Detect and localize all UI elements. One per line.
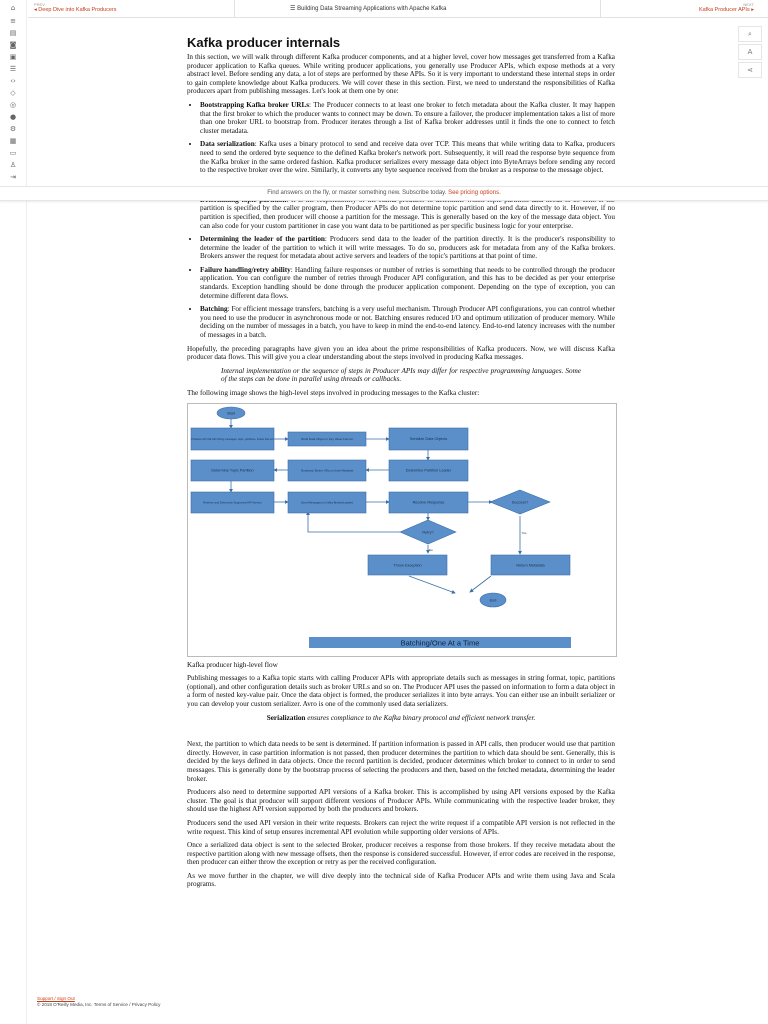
tag-icon[interactable]: ◇ — [10, 89, 16, 97]
person-icon[interactable]: ♙ — [9, 161, 17, 169]
pricing-link[interactable]: See pricing options. — [448, 190, 501, 196]
list-item — [200, 266, 615, 300]
image-icon[interactable]: ▭ — [9, 149, 17, 157]
box-label: Retrieve and Determine Supported API Version — [203, 500, 262, 505]
banner-text: Find answers on the fly, or master something new. Subscribe today. — [267, 190, 447, 196]
table-of-contents-icon: ☰ — [290, 6, 296, 12]
support-signout-links[interactable]: Support / Sign Out — [37, 996, 75, 1001]
box-label: Throw Exception — [393, 563, 422, 568]
list-item-term: Batching — [200, 305, 228, 314]
page-footer — [37, 996, 160, 1008]
box-label: 'Bootstrap' Broker URLs to fetch Metadata — [300, 468, 354, 473]
subscribe-banner — [0, 186, 768, 201]
copyright-text: © 2018 O'Reilly Media, Inc. Terms of Service / Privacy Policy — [37, 1002, 161, 1007]
flow-paragraph: Once a serialized data object is sent to the selected Broker, producer receives a response from those brokers. If they receive metadata about the respective partition along with new message offsets, then the response is considered successful. However, if error codes are received in the response, then producer can either throw the exception or retry as per the received configuration. — [187, 841, 615, 867]
search-icon[interactable]: ⌕ — [738, 26, 762, 42]
next-label: Kafka Producer APIs — [698, 7, 750, 13]
left-navigation-rail — [0, 0, 27, 1024]
end-label: End — [489, 598, 497, 603]
stack-icon[interactable]: ◙ — [9, 41, 17, 49]
user-icon[interactable]: ● — [9, 113, 17, 121]
list-item — [200, 235, 615, 261]
next-section-link[interactable] — [699, 2, 754, 13]
list-item-term: Determining the leader of the partition — [200, 235, 325, 244]
prev-label: Deep Dive into Kafka Producers — [38, 7, 117, 13]
next-arrow-icon: ▸ — [751, 7, 754, 13]
code-icon[interactable]: ‹› — [10, 77, 16, 85]
gift-icon[interactable]: ▦ — [9, 137, 17, 145]
settings-icon[interactable]: ⚙ — [9, 125, 17, 133]
box-label: Determine Topic Partition — [211, 468, 254, 473]
list-item-term: Bootstrapping Kafka broker URLs — [200, 100, 310, 109]
flow-paragraph: As we move further in the chapter, we will dive deeply into the technical side of Kafka Producer APIs and write them using Java and Scala programs. — [187, 871, 615, 889]
decision-label: Success? — [511, 500, 529, 505]
next-tag: NEXT — [743, 2, 754, 7]
start-label: Start — [226, 411, 236, 416]
prev-tag: PREV — [34, 2, 45, 7]
flow-paragraph: Producers send the used API version in their write requests. Brokers can reject the write request if a compatible API version is not reflected in the write request. This kind of setup ensures incremental API evolution while supporting older versions of APIs. — [187, 818, 615, 836]
share-icon[interactable]: ⋖ — [738, 62, 762, 78]
box-label: Receive Response — [412, 500, 445, 505]
implementation-note: Internal implementation or the sequence of steps in Producer APIs may differ for respective programming languages. Some of the steps can be done in parallel using threads or callbacks. — [221, 366, 581, 384]
box-label: Build Data Object in Key Value Format — [301, 436, 353, 441]
exit-icon[interactable]: ⇥ — [10, 173, 16, 181]
diagram-footer-label: Batching/One At a Time — [400, 638, 480, 648]
list-item-text: : Handling failure responses or number of retries is something that needs to be controlled through the producer application. You can configure the number of retries through Producer API configuration, and this has to be decided as per your enterprise standards. Exception handling should be done through the producer application component. Depending on the type of exception, you can determine different data flows. — [200, 265, 616, 300]
target-icon[interactable]: ◎ — [9, 101, 17, 109]
book-icon[interactable]: ▤ — [9, 29, 17, 37]
note-rest: ensures compliance to the Kafka binary protocol and efficient network transfer. — [305, 713, 536, 722]
divider — [234, 0, 235, 17]
box-label: Determine Partition Leader — [405, 468, 452, 473]
producer-flow-diagram — [187, 403, 617, 657]
right-tool-rail — [738, 24, 766, 80]
list-item-term: Failure handling/retry ability — [200, 265, 291, 274]
divider — [600, 0, 601, 17]
list-item-text: : Producers send data to the leader of the partition directly. It is the producer's responsibility to determine the leader of the partition to which it will write messages. To do so, producers ask for metadata from any of the Kafka brokers. Brokers answer the request for metadata about active servers and leaders of the topic's partitions at that point of time. — [200, 235, 615, 261]
box-label: Return Metadata — [516, 563, 545, 568]
serialization-note — [187, 714, 615, 723]
font-size-icon[interactable]: A — [738, 44, 762, 60]
intro-paragraph: In this section, we will walk through different Kafka producer components, and at a higher level, cover how messages get transferred from a Kafka producer application to Kafka queues. While writing producer applications, you generally use Producer APIs, which expose methods at a very abstract level. Before sending any data, a lot of steps are performed by these APIs. So it is very important to understand these internal steps in order to gain complete knowledge about Kafka producers. We will cover these in this section. First, we need to understand the responsibilities of Kafka producers apart from publishing messages. Let's look at them one by one: — [187, 53, 615, 96]
list-item-term: Data serialization — [200, 140, 255, 149]
summary-paragraph: Hopefully, the preceding paragraphs have given you an idea about the prime responsibilities of Kafka producers. Now, we will discuss Kafka producer data flows. This will give you a clear understanding about the steps involved in producing Kafka messages. — [187, 344, 615, 362]
list-item — [200, 140, 615, 174]
previous-section-link[interactable] — [34, 2, 117, 13]
box-label: Send Messages to Kafka Broker(Leader) — [300, 500, 354, 505]
book-title[interactable] — [290, 5, 447, 12]
list-item — [200, 305, 615, 339]
list-item — [200, 101, 615, 135]
list-item-text: : For efficient message transfers, batching is a very useful mechanism. Through Producer API configurations, you can control whether you need to use the producer in asynchronous mode or not. Batching ensures reduced I/O and optimum utilization of producer memory. While deciding on the number of messages in a batch, you have to keep in mind the end-to-end latency. End-to-end latency increases with the number of messages in a batch. — [200, 305, 615, 340]
book-title-text: Building Data Streaming Applications with Apache Kafka — [297, 6, 447, 12]
image-intro-paragraph: The following image shows the high-level steps involved in producing messages to the Kafka cluster: — [187, 389, 480, 397]
list-item-text: : The Producer connects to at least one broker to fetch metadata about the Kafka cluster. It may happen that the first broker to which the producer wants to connect may be down. To ensure a failover, the producer implementation takes a list of more than one broker URL to bootstrap from. Producer iterates through a list of Kafka broker addresses until it finds the one to connect to fetch cluster metadata. — [200, 100, 615, 135]
prev-arrow-icon: ◂ — [34, 7, 37, 13]
article-content — [187, 35, 615, 894]
flow-diagram-svg — [188, 404, 616, 656]
book-navigation-bar — [28, 0, 768, 18]
box-label: Serialize Data Objects — [409, 436, 448, 441]
note-bold: Serialization — [266, 713, 306, 722]
responsibilities-list — [187, 101, 615, 340]
figure-caption: Kafka producer high-level flow — [187, 660, 278, 669]
flow-paragraph: Next, the partition to which data needs to be sent is determined. If partition information is passed in API calls, then producer would use that partition directly. However, in case partition information is not passed, then producer determines the partition to which data should be sent. Generally, this is decided by the keys defined in data objects. Once the record partition is decided, producer determines which broker to connect to in order to send messages. This is generally done by the bootstrap process of selecting the producers and then, based on the fetched metadata, determining the leader broker. — [187, 740, 615, 783]
branch-label: No — [429, 547, 433, 552]
list-icon[interactable]: ☰ — [9, 65, 17, 73]
flow-paragraph: Producers also need to determine supported API versions of a Kafka broker. This is accomplished by using API versions exposed by the Kafka cluster. The goal is that producer will support different versions of Producer APIs. While communicating with the respective leader broker, they should use the highest API version supported by both the producers and brokers. — [187, 788, 615, 814]
list-item-text: partition is specified by the caller program, then Producer APIs do not determine topic partition and send data directly to it. However, if no partition is specified, then producer will choose a partition for the message. This is generally based on the key of the message data object. You can also code for your custom partitioner in case you want data to be partitioned as per specific business logic for your enterprise. — [200, 204, 615, 230]
decision-label: Retry? — [422, 530, 434, 535]
list-item-text: : Kafka uses a binary protocol to send and receive data over TCP. This means that while writing data to Kafka, producers need to send the ordered byte sequence to the defined Kafka broker's network port. Subsequently, it will read the response byte sequence from the Kafka broker in the same ordered fashion. Kafka producer serializes every message data object into ByteArrays before sending any record to the respective broker over the wire. Similarly, it converts any byte sequence received from the broker as a response to the message object. — [200, 140, 615, 175]
box-label: Producer API call with String messages, topic, partitions, broker lists etc — [191, 437, 274, 441]
flow-paragraph: Publishing messages to a Kafka topic starts with calling Producer APIs with appropriate details such as messages in string format, topic, partitions (optional), and other configuration details such as broker URLs and so on. The Producer API uses the passed on information to form a data object in a form of nested key-value pair. Once the data object is formed, the producer serializes it into byte arrays. You can either use an inbuilt serializer or you can develop your custom serializer. Avro is one of the commonly used data serializers. — [187, 674, 615, 708]
flow-shapes — [191, 407, 571, 648]
branch-label: Yes — [521, 530, 527, 535]
menu-icon[interactable]: ≡ — [10, 17, 16, 25]
home-icon[interactable]: ⌂ — [10, 4, 16, 12]
layers-icon[interactable]: ▣ — [9, 53, 17, 61]
section-title: Kafka producer internals — [187, 35, 341, 50]
